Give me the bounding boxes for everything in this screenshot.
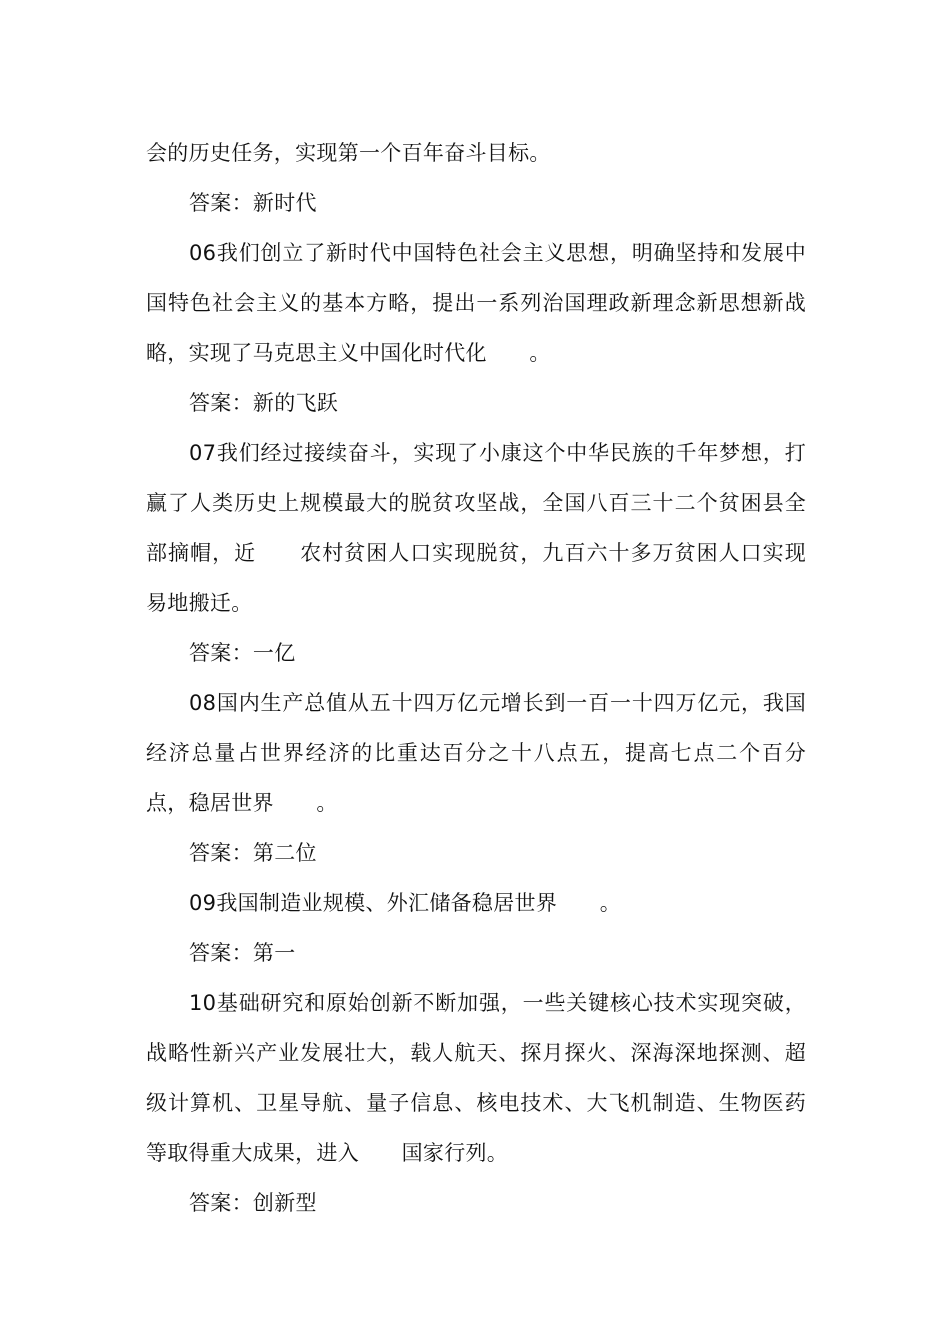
answer-line: 答案：一亿 (189, 641, 296, 665)
question-paragraph-06: 06我们创立了新时代中国特色社会主义思想，明确坚持和发展中国特色社会主义的基本方略，提出一系列治国理政新理念新思想新战略，实现了马克思主义中国化时代化 。 (146, 241, 806, 365)
answer-line: 答案：第二位 (189, 841, 317, 865)
answer-line: 答案：第一 (189, 941, 296, 965)
question-paragraph-10: 10基础研究和原始创新不断加强，一些关键核心技术实现突破，战略性新兴产业发展壮大，载人航天、探月探火、深海深地探测、超级计算机、卫星导航、量子信息、核电技术、大飞机制造、生物医药等取得重大成果，进入 国家行列。 (146, 991, 806, 1165)
question-paragraph-08: 08国内生产总值从五十四万亿元增长到一百一十四万亿元，我国经济总量占世界经济的比重达百分之十八点五，提高七点二个百分点，稳居世界 。 (146, 691, 806, 815)
question-paragraph-09: 09我国制造业规模、外汇储备稳居世界 。 (189, 891, 622, 915)
answer-line: 答案：新时代 (189, 191, 317, 215)
document-body (146, 128, 806, 1228)
question-paragraph-07: 07我们经过接续奋斗，实现了小康这个中华民族的千年梦想，打赢了人类历史上规模最大的脱贫攻坚战，全国八百三十二个贫困县全部摘帽，近 农村贫困人口实现脱贫，九百六十多万贫困人口实现易地搬迁。 (146, 441, 806, 615)
answer-line: 答案：新的飞跃 (189, 391, 339, 415)
paragraph-continuation: 会的历史任务，实现第一个百年奋斗目标。 (146, 141, 551, 165)
answer-line: 答案：创新型 (189, 1191, 317, 1215)
